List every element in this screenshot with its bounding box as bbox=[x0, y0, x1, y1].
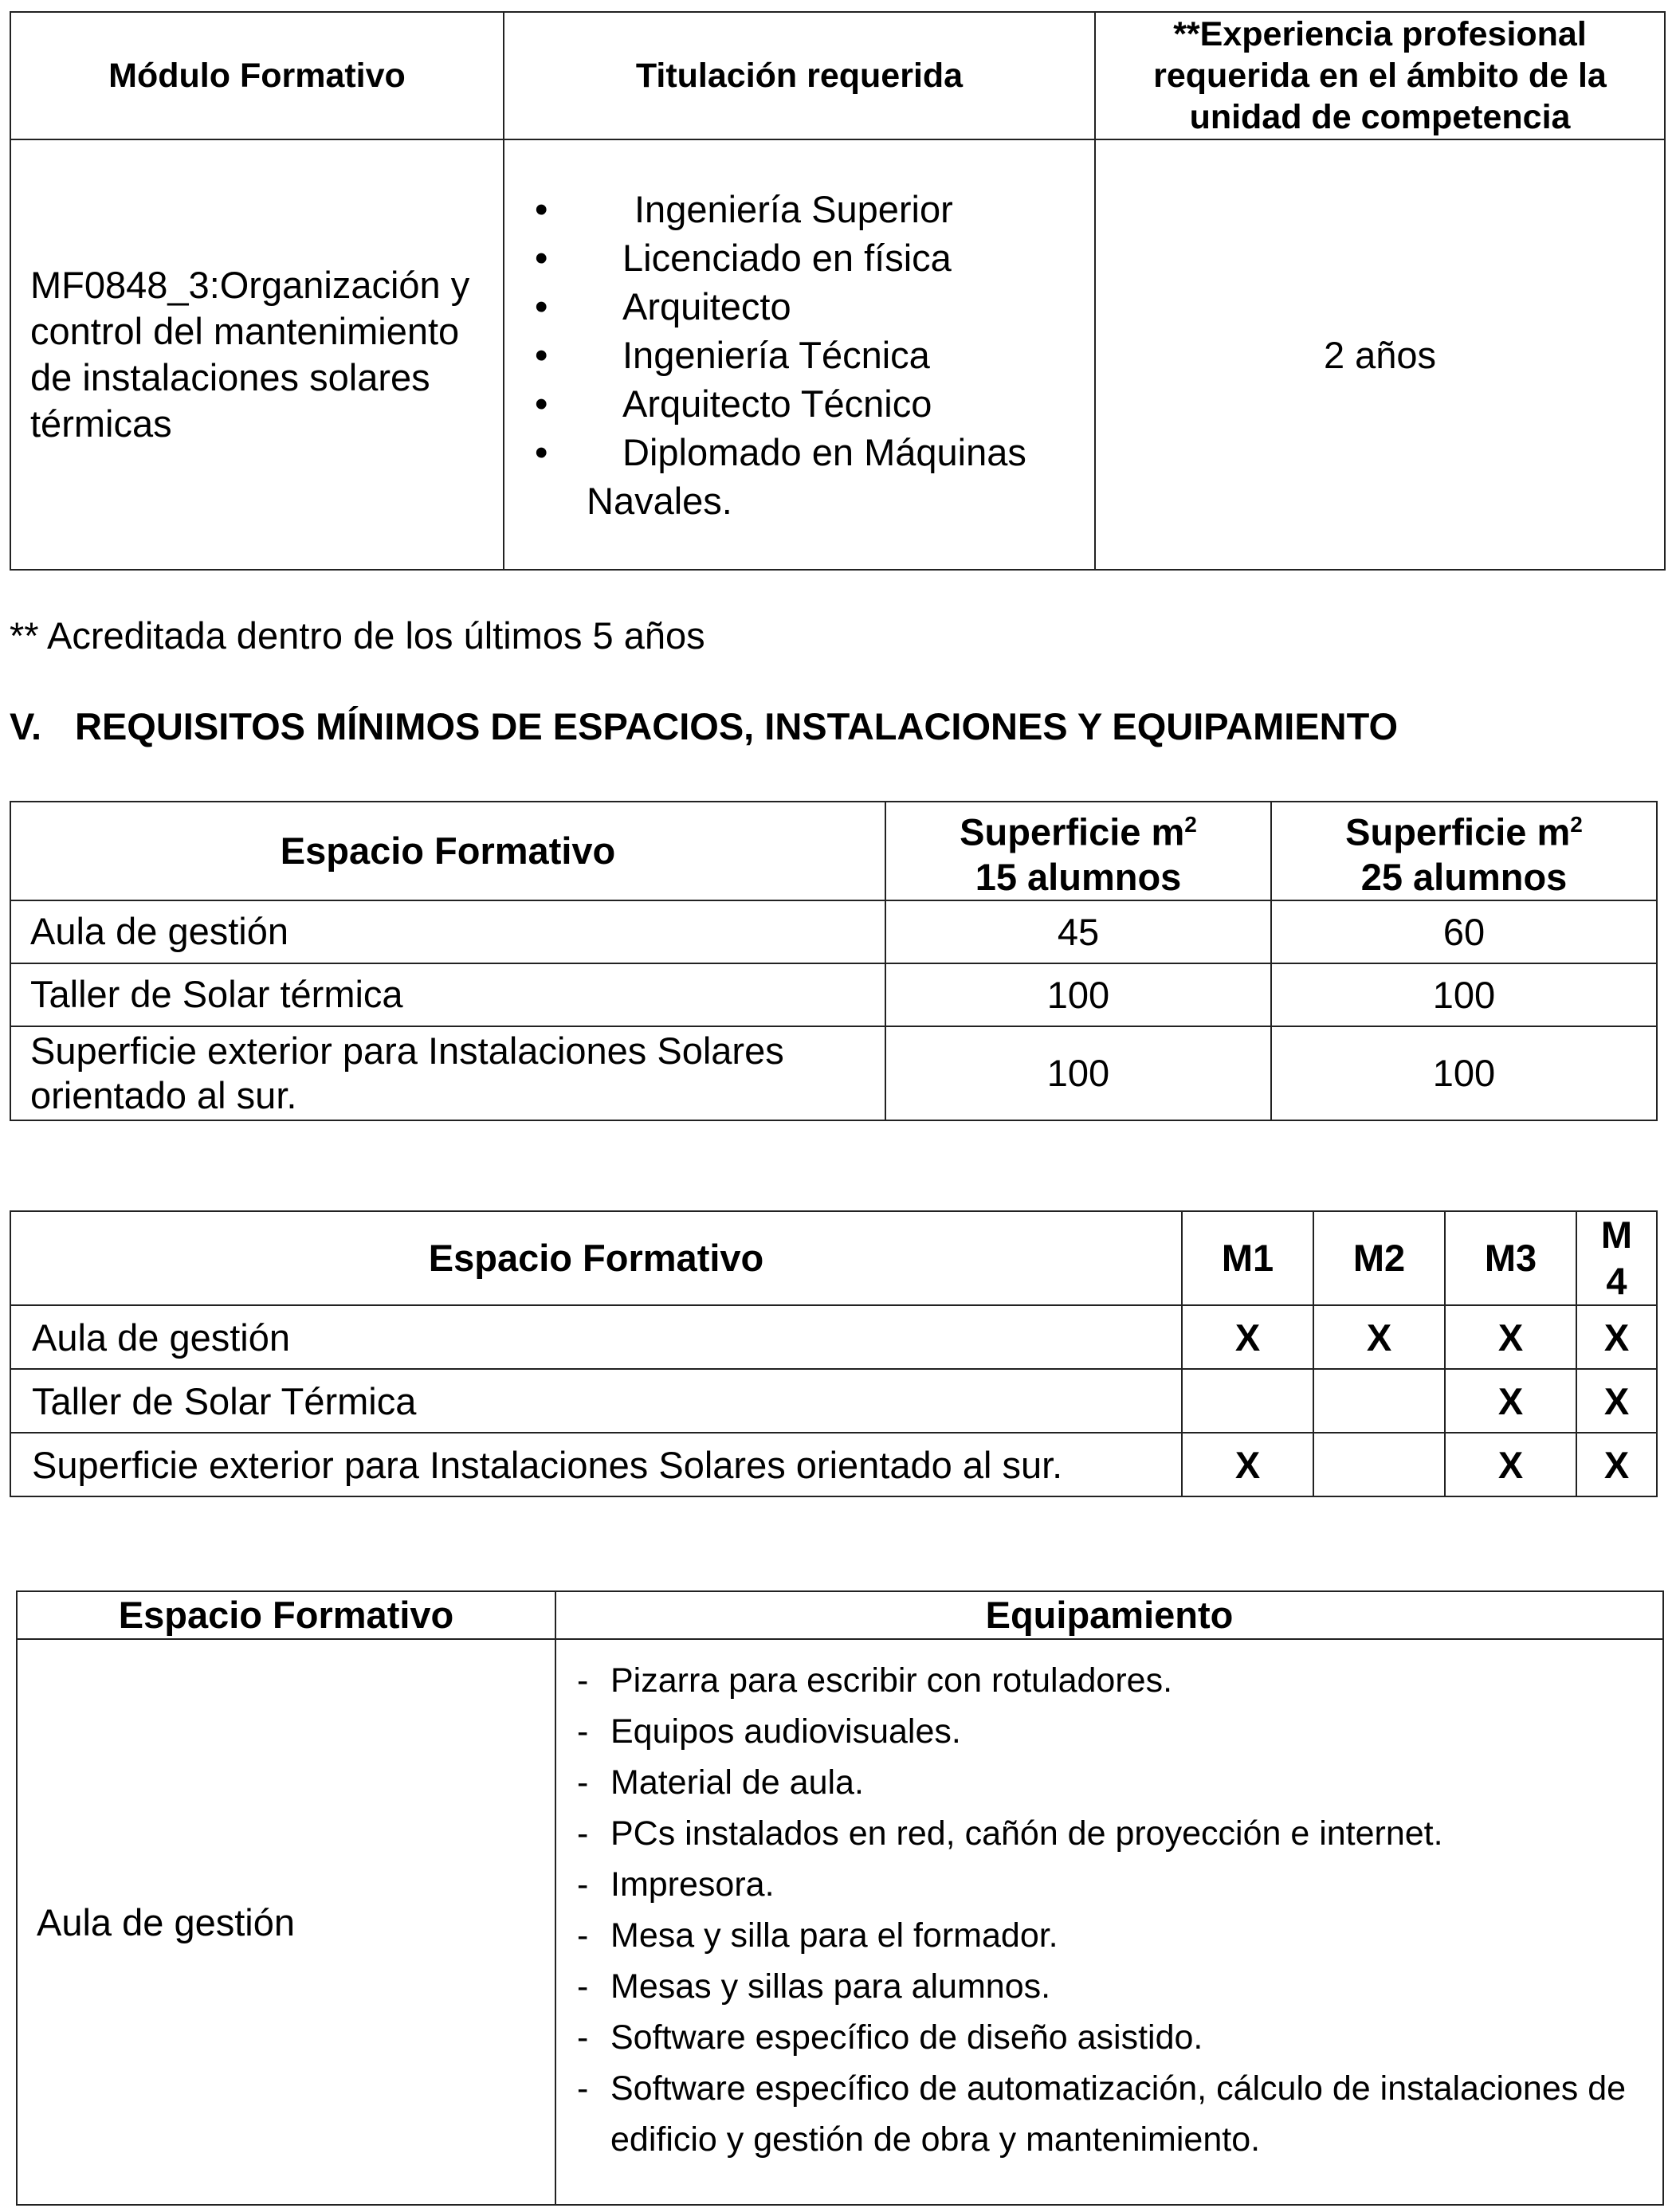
header-superficie-15 bbox=[885, 802, 1271, 900]
header-m2: M2 bbox=[1313, 1211, 1445, 1305]
m4-cell: X bbox=[1576, 1305, 1657, 1369]
list-item bbox=[535, 428, 1080, 525]
superscript: 2 bbox=[1570, 812, 1583, 837]
list-item-label: Software específico de automatización, cálculo de instalaciones de edificio y gestión de obra y mantenimiento. bbox=[610, 2069, 1627, 2159]
superscript: 2 bbox=[1184, 812, 1197, 837]
dash-icon: - bbox=[577, 1865, 589, 1904]
espacio-cell: Aula de gestión bbox=[10, 1305, 1182, 1369]
section-heading bbox=[10, 704, 1398, 748]
bullet-icon: • bbox=[535, 284, 548, 327]
table-row bbox=[10, 1026, 1657, 1120]
list-item bbox=[577, 1910, 1662, 1961]
table-header-row bbox=[10, 802, 1657, 900]
list-item bbox=[577, 1961, 1662, 2012]
espacio-cell: Taller de Solar Térmica bbox=[10, 1369, 1182, 1433]
header-modulo: Módulo Formativo bbox=[10, 12, 504, 139]
list-item-label: Mesas y sillas para alumnos. bbox=[610, 1967, 1051, 2006]
dash-icon: - bbox=[577, 1712, 589, 1751]
list-item-label: Pizarra para escribir con rotuladores. bbox=[610, 1661, 1173, 1700]
superficie-15-cell: 45 bbox=[885, 900, 1271, 963]
dash-icon: - bbox=[577, 2018, 589, 2057]
table-header-row bbox=[10, 12, 1665, 139]
espacio-cell: Aula de gestión bbox=[17, 1639, 555, 2205]
modulos-table bbox=[10, 1210, 1658, 1497]
superficie-15-cell: 100 bbox=[885, 963, 1271, 1026]
list-item bbox=[535, 185, 1080, 233]
section-number: V. bbox=[10, 705, 42, 747]
titulacion-list-cell bbox=[504, 139, 1095, 570]
header-line: 4 bbox=[1606, 1260, 1627, 1302]
list-item bbox=[535, 331, 1080, 379]
table-row bbox=[10, 963, 1657, 1026]
m3-cell: X bbox=[1445, 1369, 1576, 1433]
table-row bbox=[17, 1639, 1663, 2205]
superficie-table bbox=[10, 801, 1658, 1121]
header-line: 15 alumnos bbox=[975, 855, 1182, 898]
bullet-icon: • bbox=[535, 333, 548, 376]
m4-cell: X bbox=[1576, 1369, 1657, 1433]
bullet-icon: • bbox=[535, 382, 548, 425]
table-row bbox=[10, 900, 1657, 963]
superficie-25-cell: 60 bbox=[1271, 900, 1657, 963]
espacio-cell: Taller de Solar térmica bbox=[10, 963, 885, 1026]
header-espacio: Espacio Formativo bbox=[10, 802, 885, 900]
dash-icon: - bbox=[577, 1814, 589, 1853]
table-row bbox=[10, 1305, 1657, 1369]
m3-cell: X bbox=[1445, 1305, 1576, 1369]
list-item-label: Equipos audiovisuales. bbox=[610, 1712, 961, 1751]
dash-icon: - bbox=[577, 2069, 589, 2108]
list-item bbox=[535, 282, 1080, 331]
footnote: ** Acreditada dentro de los últimos 5 años bbox=[10, 614, 705, 657]
list-item-label: Impresora. bbox=[610, 1865, 775, 1904]
m2-cell bbox=[1313, 1369, 1445, 1433]
list-item-continuation: Navales. bbox=[587, 479, 732, 522]
list-item bbox=[577, 2063, 1662, 2165]
header-espacio: Espacio Formativo bbox=[17, 1591, 555, 1639]
table-row bbox=[10, 139, 1665, 570]
list-item bbox=[577, 1859, 1662, 1910]
list-item bbox=[577, 1706, 1662, 1757]
header-m3: M3 bbox=[1445, 1211, 1576, 1305]
header-superficie-25 bbox=[1271, 802, 1657, 900]
equipamiento-table bbox=[16, 1590, 1664, 2206]
header-experiencia: **Experiencia profesional requerida en el ámbito de la unidad de competencia bbox=[1095, 12, 1665, 139]
list-item-label: Licenciado en física bbox=[622, 236, 952, 279]
list-item bbox=[535, 379, 1080, 428]
dash-icon: - bbox=[577, 1916, 589, 1955]
superficie-25-cell: 100 bbox=[1271, 1026, 1657, 1120]
list-item-label: Ingeniería Técnica bbox=[622, 333, 930, 376]
table-header-row bbox=[10, 1211, 1657, 1305]
header-m1: M1 bbox=[1182, 1211, 1313, 1305]
header-line: Superficie m bbox=[1345, 810, 1571, 853]
bullet-icon: • bbox=[535, 187, 548, 230]
dash-icon: - bbox=[577, 1661, 589, 1700]
equipamiento-list bbox=[556, 1647, 1662, 2197]
header-line: Superficie m bbox=[960, 810, 1185, 853]
header-titulacion: Titulación requerida bbox=[504, 12, 1095, 139]
list-item bbox=[577, 1808, 1662, 1859]
m1-cell: X bbox=[1182, 1433, 1313, 1496]
bullet-icon: • bbox=[535, 430, 548, 473]
module-name: MF0848_3:Organización y control del mantenimiento de instalaciones solares térmicas bbox=[10, 139, 504, 570]
dash-icon: - bbox=[577, 1763, 589, 1802]
list-item-label: Software específico de diseño asistido. bbox=[610, 2018, 1203, 2057]
section-title: REQUISITOS MÍNIMOS DE ESPACIOS, INSTALACIONES Y EQUIPAMIENTO bbox=[75, 705, 1399, 747]
equipamiento-cell bbox=[555, 1639, 1663, 2205]
header-espacio: Espacio Formativo bbox=[10, 1211, 1182, 1305]
superficie-25-cell: 100 bbox=[1271, 963, 1657, 1026]
list-item-label: Material de aula. bbox=[610, 1763, 864, 1802]
header-line: 25 alumnos bbox=[1360, 855, 1568, 898]
bullet-icon: • bbox=[535, 236, 548, 279]
m4-cell: X bbox=[1576, 1433, 1657, 1496]
m2-cell bbox=[1313, 1433, 1445, 1496]
espacio-cell: Aula de gestión bbox=[10, 900, 885, 963]
dash-icon: - bbox=[577, 1967, 589, 2006]
m1-cell bbox=[1182, 1369, 1313, 1433]
list-item-label: Diplomado en Máquinas bbox=[622, 430, 1026, 473]
experiencia-value: 2 años bbox=[1095, 139, 1665, 570]
m2-cell: X bbox=[1313, 1305, 1445, 1369]
list-item-label: Ingeniería Superior bbox=[634, 187, 953, 230]
header-line: M bbox=[1600, 1214, 1633, 1256]
m3-cell: X bbox=[1445, 1433, 1576, 1496]
espacio-cell: Superficie exterior para Instalaciones Solares orientado al sur. bbox=[10, 1026, 885, 1120]
m1-cell: X bbox=[1182, 1305, 1313, 1369]
superficie-15-cell: 100 bbox=[885, 1026, 1271, 1120]
header-m4 bbox=[1576, 1211, 1657, 1305]
espacio-cell: Superficie exterior para Instalaciones Solares orientado al sur. bbox=[10, 1433, 1182, 1496]
titulacion-table bbox=[10, 11, 1666, 571]
table-header-row bbox=[17, 1591, 1663, 1639]
list-item bbox=[577, 1655, 1662, 1706]
table-row bbox=[10, 1433, 1657, 1496]
table-row bbox=[10, 1369, 1657, 1433]
list-item-label: PCs instalados en red, cañón de proyección e internet. bbox=[610, 1814, 1443, 1853]
list-item bbox=[577, 2012, 1662, 2063]
list-item bbox=[577, 1757, 1662, 1808]
list-item-label: Arquitecto bbox=[622, 284, 791, 327]
list-item bbox=[535, 233, 1080, 282]
list-item-label: Arquitecto Técnico bbox=[622, 382, 932, 425]
titulacion-list bbox=[504, 185, 1094, 525]
list-item-label: Mesa y silla para el formador. bbox=[610, 1916, 1058, 1955]
header-equipamiento: Equipamiento bbox=[555, 1591, 1663, 1639]
